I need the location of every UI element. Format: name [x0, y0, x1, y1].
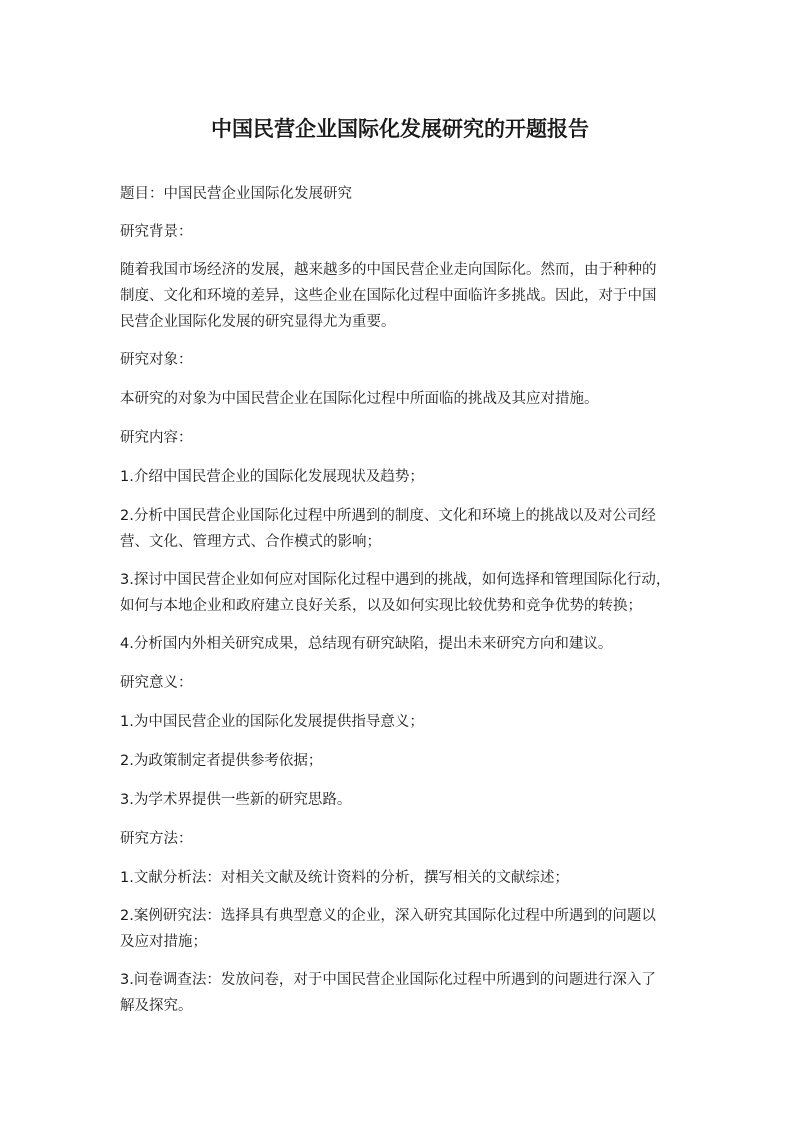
text-line: 本研究的对象为中国民营企业在国际化过程中所面临的挑战及其应对措施。	[120, 391, 599, 407]
text-line: 2.为政策制定者提供参考依据；	[120, 753, 323, 769]
section-heading-object	[120, 347, 680, 373]
text-line: 制度、文化和环境的差异，这些企业在国际化过程中面临许多挑战。因此，对于中国	[120, 288, 657, 304]
text-line: 解及探究。	[120, 998, 193, 1014]
background-paragraph	[120, 257, 680, 335]
text-line: 3.为学术界提供一些新的研究思路。	[120, 792, 352, 808]
significance-item-3	[120, 787, 680, 813]
method-item-3	[120, 967, 680, 1019]
content-item-3	[120, 567, 680, 619]
significance-item-2	[120, 748, 680, 774]
document-title: 中国民营企业国际化发展研究的开题报告	[211, 117, 589, 141]
text-line: 研究内容：	[120, 430, 193, 446]
text-line: 1.为中国民营企业的国际化发展提供指导意义；	[120, 714, 424, 730]
text-line: 营、文化、管理方式、合作模式的影响；	[120, 534, 381, 550]
object-paragraph	[120, 386, 680, 412]
text-line: 3.探讨中国民营企业如何应对国际化过程中遇到的挑战，如何选择和管理国际化行动，	[120, 572, 671, 588]
section-heading-content	[120, 425, 680, 451]
content-item-2	[120, 503, 680, 555]
text-line: 研究意义：	[120, 675, 193, 691]
text-line: 随着我国市场经济的发展，越来越多的中国民营企业走向国际化。然而，由于种种的	[120, 262, 657, 278]
text-line: 民营企业国际化发展的研究显得尤为重要。	[120, 314, 396, 330]
text-line: 1.介绍中国民营企业的国际化发展现状及趋势；	[120, 469, 424, 485]
section-heading-background	[120, 219, 680, 245]
topic-line	[120, 181, 680, 207]
section-heading-significance	[120, 670, 680, 696]
section-heading-methods	[120, 826, 680, 852]
method-item-1	[120, 865, 680, 891]
text-line: 2.案例研究法：选择具有典型意义的企业，深入研究其国际化过程中所遇到的问题以	[120, 908, 656, 924]
text-line: 1.文献分析法：对相关文献及统计资料的分析，撰写相关的文献综述；	[120, 870, 569, 886]
text-line: 研究方法：	[120, 831, 193, 847]
text-line: 及应对措施；	[120, 934, 207, 950]
text-line: 如何与本地企业和政府建立良好关系，以及如何实现比较优势和竞争优势的转换；	[120, 598, 642, 614]
method-item-2	[120, 903, 680, 955]
content-item-4	[120, 631, 680, 657]
text-line: 题目：中国民营企业国际化发展研究	[120, 186, 352, 202]
text-line: 3.问卷调查法：发放问卷，对于中国民营企业国际化过程中所遇到的问题进行深入了	[120, 972, 656, 988]
text-line: 研究背景：	[120, 224, 193, 240]
significance-item-1	[120, 709, 680, 735]
text-line: 2.分析中国民营企业国际化过程中所遇到的制度、文化和环境上的挑战以及对公司经	[120, 508, 656, 524]
text-line: 研究对象：	[120, 352, 193, 368]
text-line: 4.分析国内外相关研究成果，总结现有研究缺陷，提出未来研究方向和建议。	[120, 636, 613, 652]
content-item-1	[120, 464, 680, 490]
